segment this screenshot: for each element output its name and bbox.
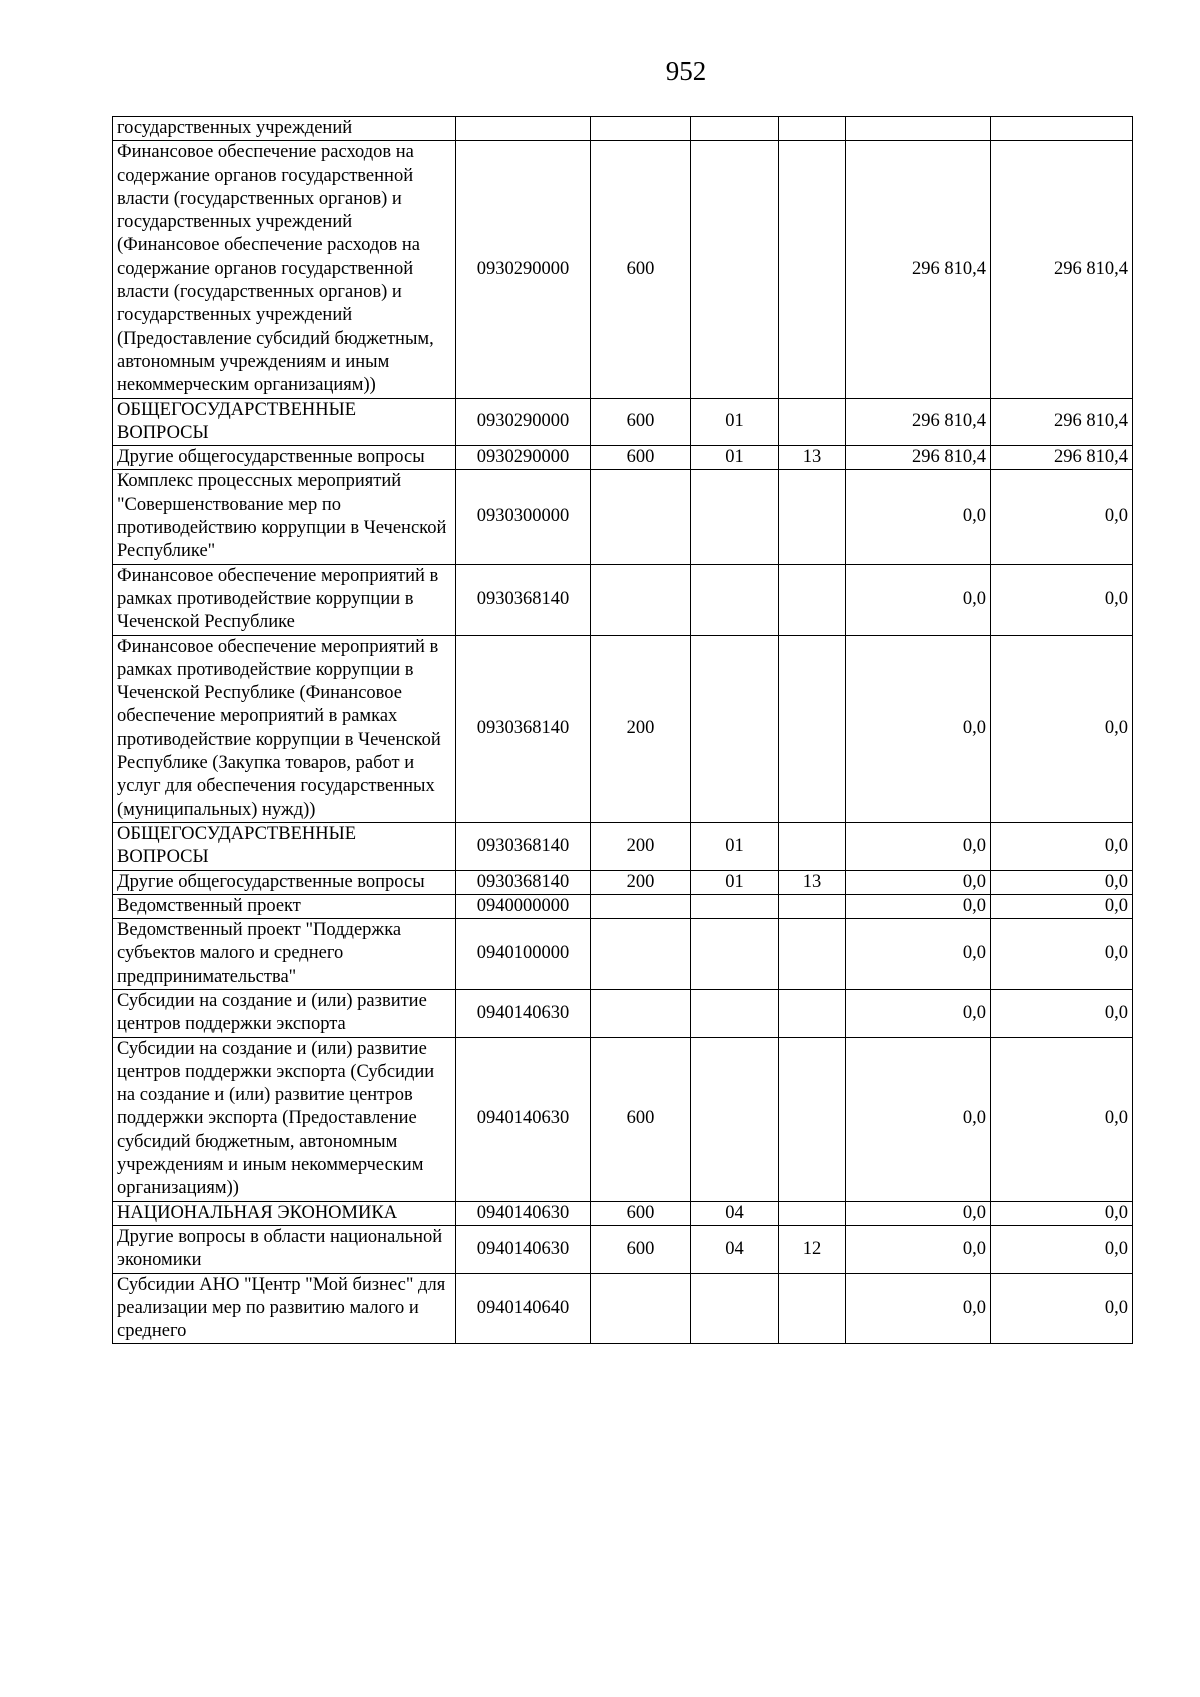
table-row	[113, 398, 1133, 446]
section-cell	[691, 919, 779, 990]
table-row	[113, 989, 1133, 1037]
section-cell	[691, 141, 779, 398]
table-row	[113, 919, 1133, 990]
table-row	[113, 894, 1133, 918]
subsection-cell	[779, 919, 846, 990]
expense-type-cell: 600	[591, 1225, 691, 1273]
expense-type-cell	[591, 989, 691, 1037]
subsection-cell	[779, 1273, 846, 1344]
subsection-cell	[779, 989, 846, 1037]
expense-name-cell: Комплекс процессных мероприятий "Совершенствование мер по противодействию коррупции в Чеченской Республике"	[113, 470, 456, 564]
subsection-cell	[779, 1201, 846, 1225]
amount-cell-2: 0,0	[991, 1201, 1133, 1225]
section-cell	[691, 117, 779, 141]
section-cell	[691, 1273, 779, 1344]
section-cell: 01	[691, 446, 779, 470]
table-row	[113, 446, 1133, 470]
subsection-cell	[779, 141, 846, 398]
amount-cell-1: 0,0	[846, 894, 991, 918]
table-row	[113, 1037, 1133, 1201]
target-article-cell: 0940140630	[456, 1201, 591, 1225]
expense-name-cell: ОБЩЕГОСУДАРСТВЕННЫЕ ВОПРОСЫ	[113, 398, 456, 446]
subsection-cell	[779, 470, 846, 564]
expense-name-cell: Ведомственный проект "Поддержка субъектов малого и среднего предпринимательства"	[113, 919, 456, 990]
expense-type-cell: 600	[591, 398, 691, 446]
table-row	[113, 1201, 1133, 1225]
target-article-cell: 0930368140	[456, 564, 591, 635]
expense-type-cell: 200	[591, 635, 691, 822]
section-cell: 01	[691, 870, 779, 894]
subsection-cell	[779, 117, 846, 141]
amount-cell-1: 0,0	[846, 470, 991, 564]
table-row	[113, 1273, 1133, 1344]
target-article-cell: 0940000000	[456, 894, 591, 918]
amount-cell-1: 0,0	[846, 635, 991, 822]
subsection-cell	[779, 564, 846, 635]
subsection-cell	[779, 398, 846, 446]
budget-table	[112, 116, 1133, 1344]
expense-type-cell: 600	[591, 1201, 691, 1225]
table-row	[113, 117, 1133, 141]
expense-name-cell: Субсидии АНО "Центр "Мой бизнес" для реализации мер по развитию малого и среднего	[113, 1273, 456, 1344]
table-row	[113, 470, 1133, 564]
section-cell	[691, 564, 779, 635]
amount-cell-1: 296 810,4	[846, 398, 991, 446]
target-article-cell: 0940140630	[456, 1037, 591, 1201]
amount-cell-1: 0,0	[846, 564, 991, 635]
amount-cell-2: 296 810,4	[991, 141, 1133, 398]
amount-cell-2: 0,0	[991, 822, 1133, 870]
amount-cell-2: 296 810,4	[991, 446, 1133, 470]
subsection-cell: 13	[779, 870, 846, 894]
section-cell: 01	[691, 822, 779, 870]
expense-name-cell: Финансовое обеспечение мероприятий в рамках противодействие коррупции в Чеченской Республике	[113, 564, 456, 635]
subsection-cell	[779, 894, 846, 918]
amount-cell-1: 0,0	[846, 1273, 991, 1344]
section-cell	[691, 894, 779, 918]
amount-cell-2: 0,0	[991, 1225, 1133, 1273]
amount-cell-2	[991, 117, 1133, 141]
subsection-cell: 13	[779, 446, 846, 470]
subsection-cell	[779, 1037, 846, 1201]
target-article-cell: 0940140630	[456, 1225, 591, 1273]
amount-cell-2: 0,0	[991, 919, 1133, 990]
section-cell: 04	[691, 1201, 779, 1225]
subsection-cell	[779, 822, 846, 870]
amount-cell-2: 0,0	[991, 989, 1133, 1037]
expense-type-cell: 600	[591, 1037, 691, 1201]
amount-cell-2: 0,0	[991, 470, 1133, 564]
table-row	[113, 870, 1133, 894]
subsection-cell	[779, 635, 846, 822]
expense-name-cell: НАЦИОНАЛЬНАЯ ЭКОНОМИКА	[113, 1201, 456, 1225]
amount-cell-2: 296 810,4	[991, 398, 1133, 446]
expense-name-cell: государственных учреждений	[113, 117, 456, 141]
section-cell	[691, 989, 779, 1037]
expense-name-cell: Финансовое обеспечение мероприятий в рамках противодействие коррупции в Чеченской Республике (Финансовое обеспечение мероприятий в рамках противодействие коррупции в Чеченской Республике (Закупка товаров, работ и услуг для обеспечения государственных (муниципальных) нужд))	[113, 635, 456, 822]
target-article-cell	[456, 117, 591, 141]
target-article-cell: 0940140630	[456, 989, 591, 1037]
amount-cell-2: 0,0	[991, 894, 1133, 918]
section-cell: 01	[691, 398, 779, 446]
amount-cell-2: 0,0	[991, 870, 1133, 894]
amount-cell-1: 0,0	[846, 870, 991, 894]
amount-cell-1: 0,0	[846, 1037, 991, 1201]
expense-name-cell: Субсидии на создание и (или) развитие центров поддержки экспорта	[113, 989, 456, 1037]
expense-type-cell: 600	[591, 446, 691, 470]
expense-name-cell: Субсидии на создание и (или) развитие центров поддержки экспорта (Субсидии на создание и (или) развитие центров поддержки экспорта (Предоставление субсидий бюджетным, автономным учреждениям и иным некоммерческим организациям))	[113, 1037, 456, 1201]
target-article-cell: 0930368140	[456, 822, 591, 870]
amount-cell-2: 0,0	[991, 564, 1133, 635]
table-row	[113, 635, 1133, 822]
amount-cell-1: 0,0	[846, 919, 991, 990]
amount-cell-2: 0,0	[991, 635, 1133, 822]
amount-cell-2: 0,0	[991, 1037, 1133, 1201]
amount-cell-1: 0,0	[846, 989, 991, 1037]
expense-type-cell	[591, 117, 691, 141]
target-article-cell: 0930290000	[456, 398, 591, 446]
target-article-cell: 0930290000	[456, 141, 591, 398]
table-row	[113, 141, 1133, 398]
section-cell	[691, 1037, 779, 1201]
expense-name-cell: Финансовое обеспечение расходов на содержание органов государственной власти (государственных органов) и государственных учреждений (Финансовое обеспечение расходов на содержание органов государственной власти (государственных органов) и государственных учреждений (Предоставление субсидий бюджетным, автономным учреждениям и иным некоммерческим организациям))	[113, 141, 456, 398]
target-article-cell: 0940140640	[456, 1273, 591, 1344]
expense-type-cell: 200	[591, 822, 691, 870]
expense-name-cell: Другие общегосударственные вопросы	[113, 446, 456, 470]
target-article-cell: 0930300000	[456, 470, 591, 564]
section-cell: 04	[691, 1225, 779, 1273]
expense-name-cell: ОБЩЕГОСУДАРСТВЕННЫЕ ВОПРОСЫ	[113, 822, 456, 870]
expense-type-cell	[591, 894, 691, 918]
expense-type-cell: 200	[591, 870, 691, 894]
table-row	[113, 822, 1133, 870]
expense-type-cell	[591, 919, 691, 990]
expense-type-cell	[591, 1273, 691, 1344]
amount-cell-2: 0,0	[991, 1273, 1133, 1344]
subsection-cell: 12	[779, 1225, 846, 1273]
amount-cell-1: 0,0	[846, 1201, 991, 1225]
expense-type-cell	[591, 564, 691, 635]
expense-name-cell: Ведомственный проект	[113, 894, 456, 918]
table-row	[113, 1225, 1133, 1273]
section-cell	[691, 470, 779, 564]
target-article-cell: 0930368140	[456, 870, 591, 894]
table-row	[113, 564, 1133, 635]
expense-type-cell: 600	[591, 141, 691, 398]
section-cell	[691, 635, 779, 822]
page-number: 952	[665, 56, 707, 86]
expense-name-cell: Другие вопросы в области национальной экономики	[113, 1225, 456, 1273]
amount-cell-1: 296 810,4	[846, 141, 991, 398]
target-article-cell: 0930368140	[456, 635, 591, 822]
target-article-cell: 0930290000	[456, 446, 591, 470]
amount-cell-1: 0,0	[846, 822, 991, 870]
amount-cell-1: 296 810,4	[846, 446, 991, 470]
target-article-cell: 0940100000	[456, 919, 591, 990]
budget-table-body	[113, 117, 1133, 1344]
amount-cell-1: 0,0	[846, 1225, 991, 1273]
expense-name-cell: Другие общегосударственные вопросы	[113, 870, 456, 894]
amount-cell-1	[846, 117, 991, 141]
expense-type-cell	[591, 470, 691, 564]
